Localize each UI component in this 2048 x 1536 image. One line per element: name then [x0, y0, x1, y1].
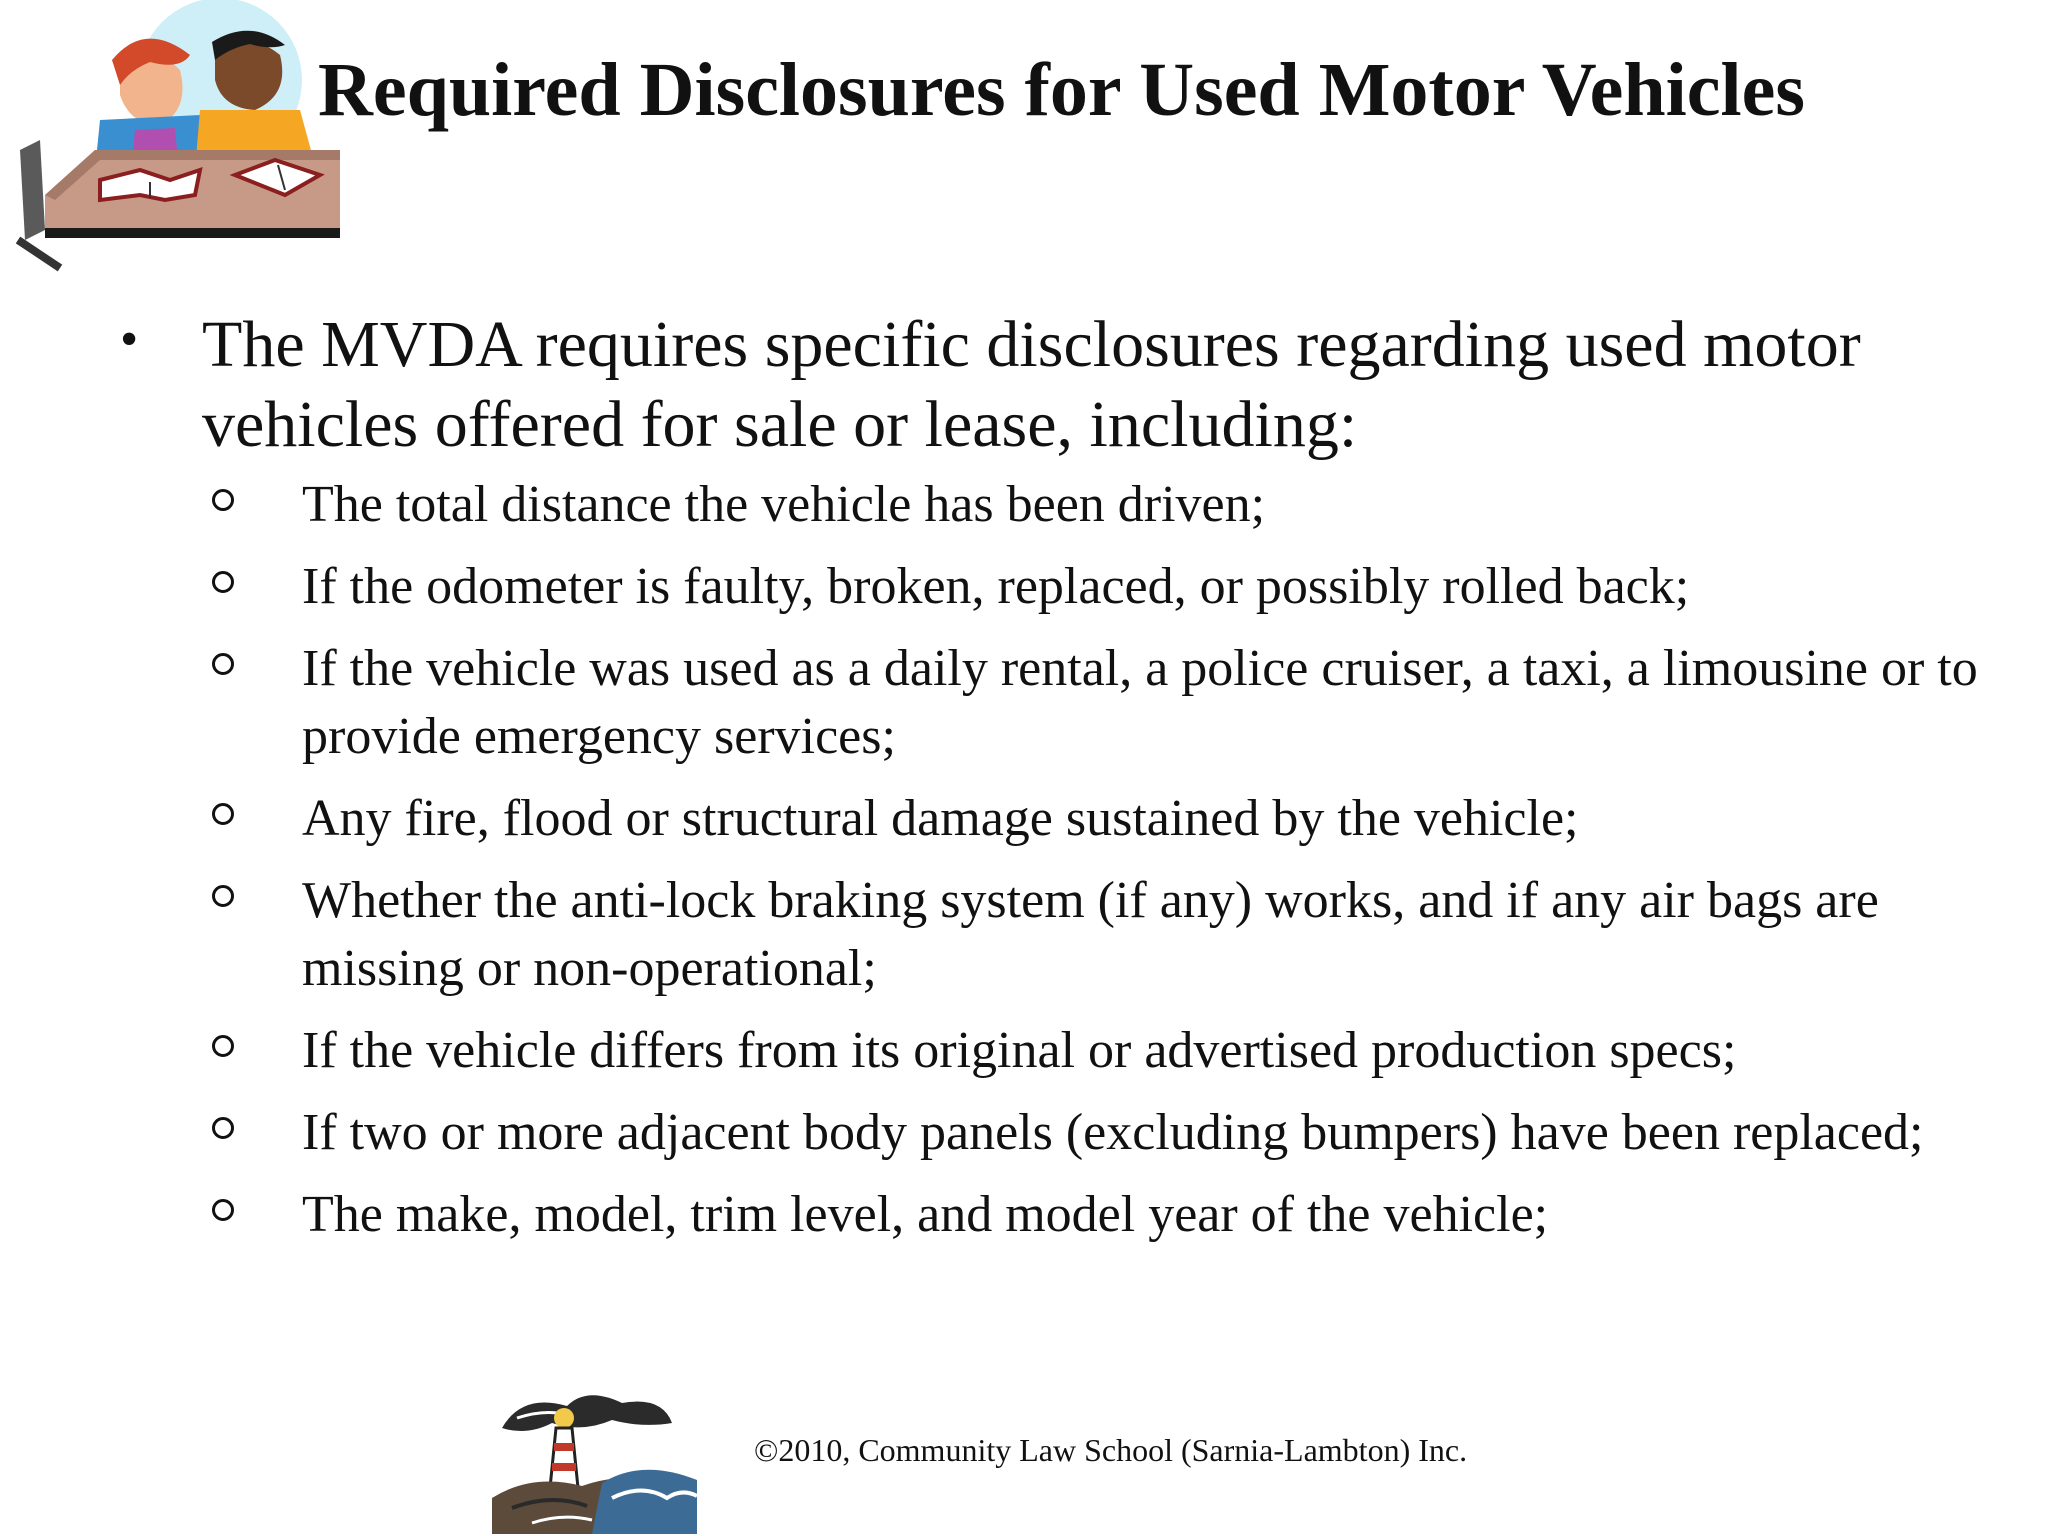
- sub-bullet-list: [202, 471, 1980, 1249]
- sub-point-text: If two or more adjacent body panels (excluding bumpers) have been replaced;: [302, 1104, 1924, 1161]
- sub-point-item: [212, 553, 2022, 621]
- students-reading-clipart-icon: [0, 0, 340, 280]
- hollow-circle-bullet-icon: [212, 489, 234, 511]
- copyright-footer: ©2010, Community Law School (Sarnia-Lambton) Inc.: [754, 1432, 1468, 1468]
- hollow-circle-bullet-icon: [212, 653, 234, 675]
- slide-title: Required Disclosures for Used Motor Vehicles: [318, 48, 1805, 132]
- sub-point-item: [212, 867, 2022, 1003]
- main-point-text: The MVDA requires specific disclosures regarding used motor vehicles offered for sale or lease, including:: [202, 308, 1861, 461]
- sub-point-item: [212, 471, 2022, 539]
- sub-point-item: [212, 1099, 2022, 1167]
- sub-point-text: The total distance the vehicle has been driven;: [302, 476, 1266, 533]
- main-bullet-list: [120, 305, 1980, 1263]
- sub-point-item: [212, 635, 2022, 771]
- hollow-circle-bullet-icon: [212, 571, 234, 593]
- bullet-icon: •: [120, 311, 139, 368]
- sub-point-text: If the vehicle was used as a daily rental, a police cruiser, a taxi, a limousine or to provide emergency services;: [302, 640, 1978, 765]
- hollow-circle-bullet-icon: [212, 1035, 234, 1057]
- sub-point-text: The make, model, trim level, and model year of the vehicle;: [302, 1186, 1549, 1243]
- hollow-circle-bullet-icon: [212, 803, 234, 825]
- hollow-circle-bullet-icon: [212, 885, 234, 907]
- sub-point-text: Any fire, flood or structural damage sustained by the vehicle;: [302, 790, 1579, 847]
- sub-point-text: If the vehicle differs from its original or advertised production specs;: [302, 1022, 1737, 1079]
- sub-point-text: Whether the anti-lock braking system (if any) works, and if any air bags are missing or non-operational;: [302, 872, 1879, 997]
- hollow-circle-bullet-icon: [212, 1117, 234, 1139]
- sub-point-item: [212, 1017, 2022, 1085]
- hollow-circle-bullet-icon: [212, 1199, 234, 1221]
- main-bullet-item: [120, 305, 1980, 1249]
- lighthouse-clipart-icon: [492, 1388, 702, 1534]
- sub-point-item: [212, 1181, 2022, 1249]
- sub-point-item: [212, 785, 2022, 853]
- sub-point-text: If the odometer is faulty, broken, replaced, or possibly rolled back;: [302, 558, 1690, 615]
